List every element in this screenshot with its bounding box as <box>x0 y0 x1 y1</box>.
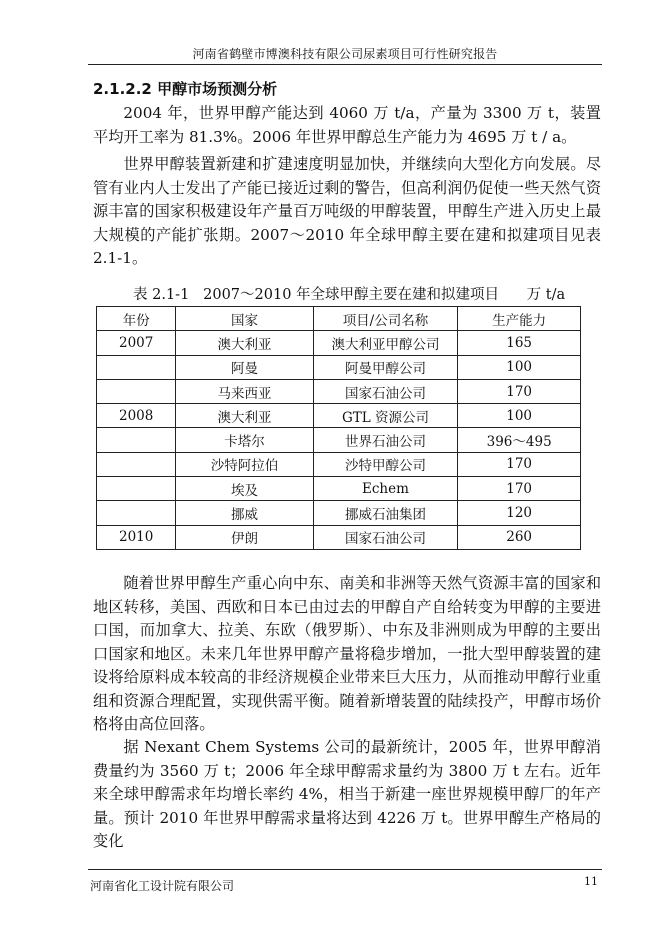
cell-project: 国家石油公司 <box>313 525 458 549</box>
cell-project: 澳大利亚甲醇公司 <box>313 331 458 355</box>
cell-year <box>97 355 176 379</box>
cell-project: Echem <box>313 477 458 501</box>
cell-country: 埃及 <box>176 477 313 501</box>
section-heading: 2.1.2.2 甲醇市场预测分析 <box>93 80 278 98</box>
cell-capacity: 170 <box>458 379 581 403</box>
cell-year: 2008 <box>97 404 176 428</box>
header-project: 项目/公司名称 <box>313 307 458 331</box>
cell-capacity: 170 <box>458 477 581 501</box>
paragraph-2: 世界甲醇装置新建和扩建速度明显加快，并继续向大型化方向发展。尽管有业内人士发出了产能已接近过剩的警告，但高利润仍促使一些天然气资源丰富的国家积极建设年产量百万吨级的甲醇装置，甲醇生产进入历史上最大规模的产能扩张期。2007～2010 年全球甲醇主要在建和拟建项目见表 2.1-1。 <box>93 155 601 267</box>
page-number: 11 <box>584 875 598 888</box>
cell-capacity: 260 <box>458 525 581 549</box>
cell-country: 澳大利亚 <box>176 404 313 428</box>
cell-project: 世界石油公司 <box>313 428 458 452</box>
footer-company: 河南省化工设计院有限公司 <box>90 879 235 893</box>
cell-year <box>97 477 176 501</box>
table-caption: 表 2.1-1 2007～2010 年全球甲醇主要在建和拟建项目 万 t/a <box>133 287 566 303</box>
header-capacity: 生产能力 <box>458 307 581 331</box>
table-row <box>97 428 581 452</box>
cell-capacity: 120 <box>458 501 581 525</box>
table-row <box>97 477 581 501</box>
table-row <box>97 331 581 355</box>
cell-project: 国家石油公司 <box>313 379 458 403</box>
cell-year <box>97 428 176 452</box>
cell-country: 阿曼 <box>176 355 313 379</box>
table-header-row <box>97 307 581 331</box>
footer-divider <box>88 869 602 870</box>
cell-country: 卡塔尔 <box>176 428 313 452</box>
cell-project: GTL 资源公司 <box>313 404 458 428</box>
paragraph-3: 随着世界甲醇生产重心向中东、南美和非洲等天然气资源丰富的国家和地区转移，美国、西欧和日本已由过去的甲醇自产自给转变为甲醇的主要进口国，而加拿大、拉美、东欧（俄罗斯）、中东及非洲则成为甲醇的主要出口国家和地区。未来几年世界甲醇产量将稳步增加，一批大型甲醇装置的建设将给原料成本较高的非经济规模企业带来巨大压力，从而推动甲醇行业重组和资源合理配置，实现供需平衡。随着新增装置的陆续投产，甲醇市场价格将由高位回落。 <box>93 574 601 733</box>
page-header: 河南省鹤壁市博澳科技有限公司尿素项目可行性研究报告 <box>192 47 498 61</box>
cell-year <box>97 452 176 476</box>
cell-country: 挪威 <box>176 501 313 525</box>
cell-capacity: 396～495 <box>458 428 581 452</box>
header-year: 年份 <box>97 307 176 331</box>
cell-capacity: 100 <box>458 355 581 379</box>
cell-country: 澳大利亚 <box>176 331 313 355</box>
cell-year <box>97 501 176 525</box>
cell-year: 2007 <box>97 331 176 355</box>
header-divider <box>88 64 602 65</box>
cell-project: 沙特甲醇公司 <box>313 452 458 476</box>
table-row <box>97 404 581 428</box>
cell-capacity: 165 <box>458 331 581 355</box>
cell-year <box>97 379 176 403</box>
header-country: 国家 <box>176 307 313 331</box>
cell-country: 伊朗 <box>176 525 313 549</box>
cell-country: 马来西亚 <box>176 379 313 403</box>
table-row <box>97 452 581 476</box>
cell-capacity: 100 <box>458 404 581 428</box>
paragraph-4: 据 Nexant Chem Systems 公司的最新统计，2005 年，世界甲醇消费量约为 3560 万 t；2006 年全球甲醇需求量约为 3800 万 t 左右。近年来全球甲醇需求年均增长率约 4%，相当于新建一座世界规模甲醇厂的年产量。预计 2010 年世界甲醇需求量将达到 4226 万 t。世界甲醇生产格局的变化 <box>93 738 601 850</box>
cell-country: 沙特阿拉伯 <box>176 452 313 476</box>
cell-project: 挪威石油集团 <box>313 501 458 525</box>
cell-capacity: 170 <box>458 452 581 476</box>
table-row <box>97 379 581 403</box>
table-row <box>97 501 581 525</box>
table-row <box>97 525 581 549</box>
methanol-projects-table <box>96 306 581 550</box>
paragraph-1: 2004 年，世界甲醇产能达到 4060 万 t/a，产量为 3300 万 t，装置平均开工率为 81.3%。2006 年世界甲醇总生产能力为 4695 万 t / a。 <box>93 104 601 146</box>
cell-year: 2010 <box>97 525 176 549</box>
cell-project: 阿曼甲醇公司 <box>313 355 458 379</box>
table-row <box>97 355 581 379</box>
